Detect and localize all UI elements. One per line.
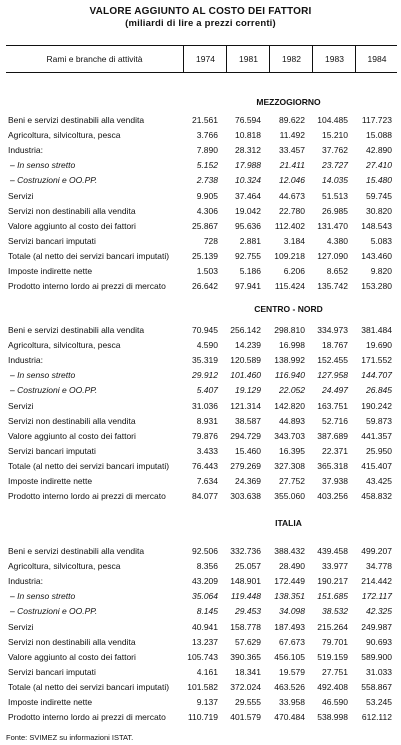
row-value: 14.035: [322, 175, 348, 186]
row-value: 138.351: [274, 591, 305, 602]
row-value: 37.762: [322, 145, 348, 156]
row-label: Valore aggiunto al costo dei fattori: [8, 651, 136, 662]
row-value: 19.579: [279, 666, 305, 677]
row-value: 387.689: [317, 430, 348, 441]
header-year: 1983: [312, 46, 356, 72]
row-label: Beni e servizi destinabili alla vendita: [8, 325, 145, 335]
row-value: 163.751: [317, 400, 348, 411]
row-value: 249.987: [361, 621, 392, 632]
row-value: 89.622: [279, 115, 305, 125]
row-value: 4.380: [326, 235, 348, 246]
table-row: [8, 591, 398, 606]
table-row: [8, 251, 398, 266]
row-value: 143.460: [361, 250, 392, 261]
header-label: Rami e branche di attività: [46, 54, 143, 64]
row-value: 26.985: [322, 205, 348, 216]
row-label: Beni e servizi destinabili alla vendita: [8, 115, 145, 125]
row-value: 105.743: [187, 651, 218, 662]
row-label: – In senso stretto: [10, 160, 76, 171]
row-value: 95.636: [235, 220, 261, 231]
row-value: 8.652: [326, 266, 348, 276]
row-value: 29.912: [192, 370, 218, 381]
table-row: [8, 476, 398, 491]
row-value: 5.083: [370, 235, 392, 246]
row-value: 109.218: [274, 250, 305, 261]
row-value: 127.958: [317, 370, 348, 381]
row-value: 172.449: [274, 576, 305, 587]
row-value: 110.719: [187, 712, 218, 723]
row-value: 101.460: [230, 370, 261, 381]
row-value: 22.052: [279, 385, 305, 396]
table-row: [8, 281, 398, 296]
row-value: 441.357: [361, 430, 392, 441]
row-value: 92.755: [235, 250, 261, 261]
table-row: [8, 385, 398, 400]
row-label: Servizi bancari imputati: [8, 666, 96, 677]
row-value: 8.356: [196, 561, 218, 572]
header-year: 1984: [355, 46, 398, 72]
table-row: [8, 682, 398, 697]
row-value: 6.206: [283, 266, 305, 276]
row-value: 279.269: [230, 460, 261, 471]
row-label: Servizi non destinabili alla vendita: [8, 636, 136, 647]
row-value: 24.497: [322, 385, 348, 396]
row-value: 31.033: [366, 666, 392, 677]
row-value: 15.088: [366, 130, 392, 141]
row-value: 42.890: [366, 145, 392, 156]
row-label: Industria:: [8, 576, 43, 587]
row-value: 8.145: [196, 606, 218, 617]
row-value: 4.590: [196, 340, 218, 351]
row-value: 372.024: [230, 681, 261, 692]
table-row: [8, 712, 398, 727]
table-row: [8, 622, 398, 637]
row-value: 67.673: [279, 636, 305, 647]
row-value: 187.493: [274, 621, 305, 632]
row-value: 499.207: [361, 546, 392, 556]
row-value: 43.209: [192, 576, 218, 587]
row-value: 79.876: [192, 430, 218, 441]
row-value: 9.137: [196, 697, 218, 707]
row-value: 76.594: [235, 115, 261, 125]
table-row: [8, 266, 398, 281]
table-row: [8, 206, 398, 221]
row-value: 25.057: [235, 561, 261, 572]
row-label: Agricoltura, silvicoltura, pesca: [8, 561, 121, 572]
section-heading: MEZZOGIORNO: [256, 97, 321, 107]
row-label: Servizi bancari imputati: [8, 235, 96, 246]
row-value: 5.152: [196, 160, 218, 171]
row-value: 22.371: [322, 445, 348, 456]
row-label: Servizi: [8, 400, 34, 411]
row-value: 158.778: [230, 621, 261, 632]
table-row: [8, 546, 398, 561]
row-value: 16.998: [279, 340, 305, 351]
row-value: 8.931: [196, 415, 218, 426]
row-label: Agricoltura, silvicoltura, pesca: [8, 130, 121, 141]
table-row: [8, 576, 398, 591]
row-value: 19.129: [235, 385, 261, 396]
row-value: 7.890: [196, 145, 218, 156]
row-label: Imposte indirette nette: [8, 266, 93, 276]
row-value: 25.139: [192, 250, 218, 261]
row-value: 21.411: [279, 160, 305, 171]
row-value: 2.738: [196, 175, 218, 186]
table-row: [8, 491, 398, 506]
row-value: 59.745: [366, 190, 392, 201]
row-value: 43.425: [366, 476, 392, 486]
row-value: 33.977: [322, 561, 348, 572]
row-value: 9.820: [370, 266, 392, 276]
row-value: 120.589: [230, 355, 261, 366]
row-value: 37.464: [235, 190, 261, 201]
row-value: 25.867: [192, 220, 218, 231]
table-row: [8, 561, 398, 576]
row-value: 3.184: [283, 235, 305, 246]
row-label: Valore aggiunto al costo dei fattori: [8, 220, 136, 231]
section-heading: ITALIA: [275, 518, 302, 528]
row-value: 12.046: [279, 175, 305, 186]
row-value: 7.634: [196, 476, 218, 486]
row-label: Prodotto interno lordo ai prezzi di mercato: [8, 281, 166, 292]
row-value: 10.818: [235, 130, 261, 141]
row-value: 190.242: [361, 400, 392, 411]
row-value: 15.210: [322, 130, 348, 141]
row-value: 70.945: [192, 325, 218, 335]
row-value: 46.590: [322, 697, 348, 707]
row-label: Totale (al netto dei servizi bancari imputati): [8, 460, 170, 471]
row-label: Agricoltura, silvicoltura, pesca: [8, 340, 121, 351]
row-value: 151.685: [317, 591, 348, 602]
row-value: 152.455: [317, 355, 348, 366]
row-label: Prodotto interno lordo ai prezzi di mercato: [8, 491, 166, 502]
table-row: [8, 130, 398, 145]
row-value: 22.780: [279, 205, 305, 216]
table-row: [8, 461, 398, 476]
row-value: 2.881: [239, 235, 261, 246]
row-value: 334.973: [317, 325, 348, 335]
row-value: 1.503: [196, 266, 218, 276]
row-value: 112.402: [274, 220, 305, 231]
row-value: 104.485: [317, 115, 348, 125]
row-label: – Costruzioni e OO.PP.: [10, 606, 98, 617]
row-label: Servizi: [8, 621, 34, 632]
row-value: 144.707: [361, 370, 392, 381]
row-value: 131.470: [317, 220, 348, 231]
row-label: – In senso stretto: [10, 591, 76, 602]
table-row: [8, 325, 398, 340]
row-value: 214.442: [361, 576, 392, 587]
row-value: 10.324: [235, 175, 261, 186]
row-value: 388.432: [274, 546, 305, 556]
row-value: 115.424: [274, 281, 305, 292]
row-value: 142.820: [274, 400, 305, 411]
row-value: 415.407: [361, 460, 392, 471]
row-value: 44.673: [279, 190, 305, 201]
row-label: – Costruzioni e OO.PP.: [10, 385, 98, 396]
row-value: 332.736: [230, 546, 261, 556]
row-value: 38.532: [322, 606, 348, 617]
row-value: 31.036: [192, 400, 218, 411]
table-row: [8, 355, 398, 370]
row-value: 298.810: [274, 325, 305, 335]
row-value: 119.448: [230, 591, 261, 602]
row-value: 135.742: [317, 281, 348, 292]
row-value: 538.998: [317, 712, 348, 723]
row-value: 14.239: [235, 340, 261, 351]
table-row: [8, 431, 398, 446]
row-value: 401.579: [230, 712, 261, 723]
row-value: 79.701: [322, 636, 348, 647]
row-value: 27.410: [366, 160, 392, 171]
row-label: Servizi non destinabili alla vendita: [8, 415, 136, 426]
row-value: 148.901: [230, 576, 261, 587]
row-label: Totale (al netto dei servizi bancari imputati): [8, 681, 170, 692]
row-value: 57.629: [235, 636, 261, 647]
row-value: 29.453: [235, 606, 261, 617]
row-label: Imposte indirette nette: [8, 476, 93, 486]
row-value: 34.778: [366, 561, 392, 572]
table-row: [8, 606, 398, 621]
header-year: 1974: [183, 46, 227, 72]
row-value: 97.941: [235, 281, 261, 292]
row-value: 40.941: [192, 621, 218, 632]
header-year: 1982: [269, 46, 313, 72]
row-value: 21.561: [192, 115, 218, 125]
table-row: [8, 401, 398, 416]
row-value: 327.308: [274, 460, 305, 471]
table-row: [8, 340, 398, 355]
row-value: 44.893: [279, 415, 305, 426]
row-value: 558.867: [361, 681, 392, 692]
row-value: 92.506: [192, 546, 218, 556]
row-value: 17.988: [235, 160, 261, 171]
row-value: 28.312: [235, 145, 261, 156]
row-value: 171.552: [361, 355, 392, 366]
row-value: 16.395: [279, 445, 305, 456]
row-value: 303.638: [230, 491, 261, 502]
row-value: 3.766: [196, 130, 218, 141]
row-value: 42.325: [366, 606, 392, 617]
table-row: [8, 191, 398, 206]
row-value: 294.729: [230, 430, 261, 441]
row-value: 27.751: [322, 666, 348, 677]
row-value: 52.716: [322, 415, 348, 426]
row-value: 33.958: [279, 697, 305, 707]
section-heading: CENTRO - NORD: [254, 304, 323, 314]
row-value: 589.900: [361, 651, 392, 662]
row-value: 728: [203, 235, 218, 246]
table-row: [8, 652, 398, 667]
row-value: 153.280: [361, 281, 392, 292]
row-value: 458.832: [361, 491, 392, 502]
table-row: [8, 446, 398, 461]
row-value: 11.492: [279, 130, 305, 141]
row-value: 38.587: [235, 415, 261, 426]
row-value: 18.767: [322, 340, 348, 351]
row-value: 19.042: [235, 205, 261, 216]
row-label: Servizi non destinabili alla vendita: [8, 205, 136, 216]
row-value: 51.513: [322, 190, 348, 201]
table-header: [6, 45, 397, 73]
row-value: 27.752: [279, 476, 305, 486]
row-value: 116.940: [274, 370, 305, 381]
row-value: 23.727: [322, 160, 348, 171]
row-value: 9.905: [196, 190, 218, 201]
row-value: 28.490: [279, 561, 305, 572]
row-value: 13.237: [192, 636, 218, 647]
row-value: 59.873: [366, 415, 392, 426]
row-value: 519.159: [317, 651, 348, 662]
row-value: 26.845: [366, 385, 392, 396]
row-value: 35.064: [192, 591, 218, 602]
row-value: 19.690: [366, 340, 392, 351]
row-value: 18.341: [235, 666, 261, 677]
row-value: 4.306: [196, 205, 218, 216]
row-value: 470.484: [274, 712, 305, 723]
row-value: 121.314: [230, 400, 261, 411]
row-label: Industria:: [8, 145, 43, 156]
row-value: 355.060: [274, 491, 305, 502]
table-row: [8, 145, 398, 160]
source-note: Fonte: SVIMEZ su informazioni ISTAT.: [6, 733, 134, 742]
row-label: Servizi bancari imputati: [8, 445, 96, 456]
row-value: 138.992: [274, 355, 305, 366]
row-value: 127.090: [317, 250, 348, 261]
row-value: 26.642: [192, 281, 218, 292]
row-value: 381.484: [361, 325, 392, 335]
row-value: 84.077: [192, 491, 218, 502]
table-row: [8, 637, 398, 652]
row-value: 256.142: [230, 325, 261, 335]
row-value: 148.543: [361, 220, 392, 231]
table-row: [8, 175, 398, 190]
row-value: 76.443: [192, 460, 218, 471]
row-label: Imposte indirette nette: [8, 697, 93, 707]
table-row: [8, 160, 398, 175]
row-value: 492.408: [317, 681, 348, 692]
row-label: Servizi: [8, 190, 34, 201]
row-value: 612.112: [361, 712, 392, 723]
row-value: 24.369: [235, 476, 261, 486]
row-value: 456.105: [274, 651, 305, 662]
table-subtitle: (miliardi di lire a prezzi correnti): [125, 18, 276, 29]
row-value: 5.407: [196, 385, 218, 396]
row-label: Beni e servizi destinabili alla vendita: [8, 546, 145, 556]
row-value: 37.938: [322, 476, 348, 486]
table-row: [8, 416, 398, 431]
row-label: – In senso stretto: [10, 370, 76, 381]
row-value: 343.703: [274, 430, 305, 441]
table-row: [8, 236, 398, 251]
row-value: 15.460: [235, 445, 261, 456]
table-row: [8, 115, 398, 130]
row-label: – Costruzioni e OO.PP.: [10, 175, 98, 186]
table-row: [8, 221, 398, 236]
header-year: 1981: [226, 46, 270, 72]
row-label: Industria:: [8, 355, 43, 366]
row-value: 29.555: [235, 697, 261, 707]
row-value: 403.256: [317, 491, 348, 502]
row-value: 90.693: [366, 636, 392, 647]
row-value: 4.161: [196, 666, 218, 677]
row-value: 117.723: [361, 115, 392, 125]
row-value: 34.098: [279, 606, 305, 617]
row-value: 439.458: [317, 546, 348, 556]
row-value: 35.319: [192, 355, 218, 366]
row-value: 172.117: [361, 591, 392, 602]
row-value: 53.245: [366, 697, 392, 707]
table-title: VALORE AGGIUNTO AL COSTO DEI FATTORI: [89, 6, 312, 17]
row-value: 390.365: [230, 651, 261, 662]
row-value: 463.526: [274, 681, 305, 692]
row-value: 25.950: [366, 445, 392, 456]
row-label: Valore aggiunto al costo dei fattori: [8, 430, 136, 441]
row-label: Totale (al netto dei servizi bancari imputati): [8, 250, 170, 261]
row-value: 101.582: [187, 681, 218, 692]
row-value: 365.318: [317, 460, 348, 471]
row-value: 30.820: [366, 205, 392, 216]
table-row: [8, 370, 398, 385]
row-value: 33.457: [279, 145, 305, 156]
row-value: 3.433: [196, 445, 218, 456]
row-value: 190.217: [317, 576, 348, 587]
row-value: 215.264: [317, 621, 348, 632]
table-row: [8, 697, 398, 712]
row-label: Prodotto interno lordo ai prezzi di mercato: [8, 712, 166, 723]
table-row: [8, 667, 398, 682]
row-value: 15.480: [366, 175, 392, 186]
row-value: 5.186: [239, 266, 261, 276]
